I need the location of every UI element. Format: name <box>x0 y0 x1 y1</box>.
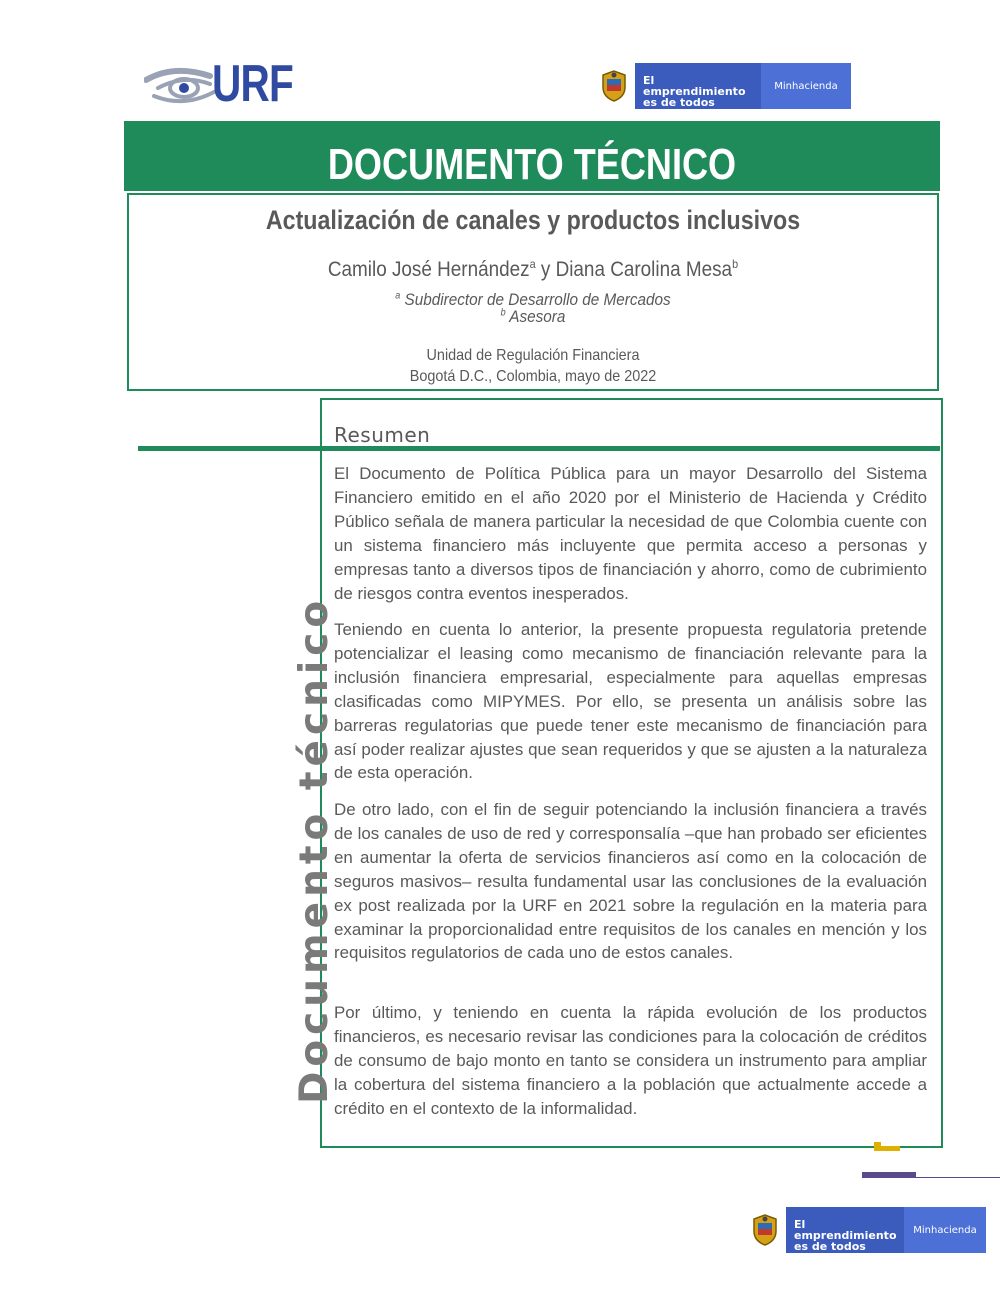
authors-connector: y <box>535 258 556 281</box>
summary-heading: Resumen <box>334 423 431 447</box>
summary-paragraph-2: Teniendo en cuenta lo anterior, la presente propuesta regulatoria pretende potencializar el leasing como mecanismo de financiación relevante para la inclusión financiera empresarial, especialmente para aquellas empresas clasificadas como MIPYMES. Por ello, se presenta un análisis sobre las barreras regulatorias que puede tener este mecanismo de financiación para así poder realizar ajustes que sean requeridos y que se ajusten a la naturaleza de esta operación. <box>334 620 927 783</box>
footer-accent-bar <box>862 1172 916 1178</box>
ministry-label: Minhacienda <box>761 63 851 109</box>
slogan <box>786 1207 904 1253</box>
document-subtitle: Actualización de canales y productos inclusivos <box>265 205 801 235</box>
affiliation-2 <box>169 307 896 327</box>
title-banner <box>124 121 940 191</box>
coat-of-arms-icon <box>593 63 635 109</box>
affiliation-2-text: Asesora <box>505 307 566 326</box>
slogan-line-1: El emprendimiento <box>794 1218 897 1242</box>
title-box <box>127 193 939 391</box>
summary-paragraph-4: Por último, y teniendo en cuenta la rápida evolución de los productos financieros, es necesario revisar las condiciones para la colocación de créditos de consumo de bajo monto en tanto se considera un instrumento para ampliar la cobertura del sistema financiero a la población que actualmente accede a crédito en el contexto de la informalidad. <box>334 1003 927 1118</box>
slogan <box>635 63 761 109</box>
ministry-label: Minhacienda <box>904 1207 986 1253</box>
affiliation-2-mark: b <box>500 307 506 319</box>
side-label: Documento técnico <box>292 595 337 1104</box>
document-type-title: DOCUMENTO TÉCNICO <box>327 140 737 189</box>
slogan-line-1: El emprendimiento <box>643 74 746 98</box>
summary-divider <box>138 446 940 451</box>
coat-of-arms-icon <box>744 1207 786 1253</box>
footer-rule <box>916 1177 1000 1178</box>
slogan-line-2: es de todos <box>794 1240 866 1253</box>
affiliation-1-text: Subdirector de Desarrollo de Mercados <box>400 290 671 309</box>
page-number-1 <box>872 1140 902 1164</box>
author-1-mark: a <box>529 257 536 271</box>
summary-paragraph-1: El Documento de Política Pública para un mayor Desarrollo del Sistema Financiero emitido en el año 2020 por el Ministerio de Hacienda y Crédito Público señala de manera particular la necesidad de que Colombia cuente con un sistema financiero más incluyente que permita acceso a personas y empresas tanto a diversos tipos de financiación y ahorro, como de cubrimiento de riesgos contra eventos inesperados. <box>334 464 927 603</box>
urf-logo-text: URF <box>212 55 294 113</box>
government-badge-bottom <box>744 1207 986 1253</box>
author-2-mark: b <box>732 257 739 271</box>
authors-line <box>169 257 896 282</box>
unit-line: Unidad de Regulación Financiera <box>426 347 640 364</box>
government-badge-top <box>593 63 851 109</box>
affiliation-1-mark: a <box>395 290 401 302</box>
place-date-line: Bogotá D.C., Colombia, mayo de 2022 <box>409 368 657 385</box>
author-2: Diana Carolina Mesa <box>555 258 733 281</box>
slogan-line-2: es de todos <box>643 96 715 109</box>
author-1: Camilo José Hernández <box>327 258 530 281</box>
summary-paragraph-3: De otro lado, con el fin de seguir potenciando la inclusión financiera a través de los canales de uso de red y corresponsalía –que han probado ser eficientes en aumentar la oferta de servicios financieros así como en la colocación de seguros masivos– resulta fundamental usar las conclusiones de la evaluación ex post realizada por la URF en 2021 sobre la regulación en la materia para examinar la proporcionalidad entre requisitos de los canales en mención y los requisitos regulatorios de cada uno de estos canales. <box>334 800 927 963</box>
